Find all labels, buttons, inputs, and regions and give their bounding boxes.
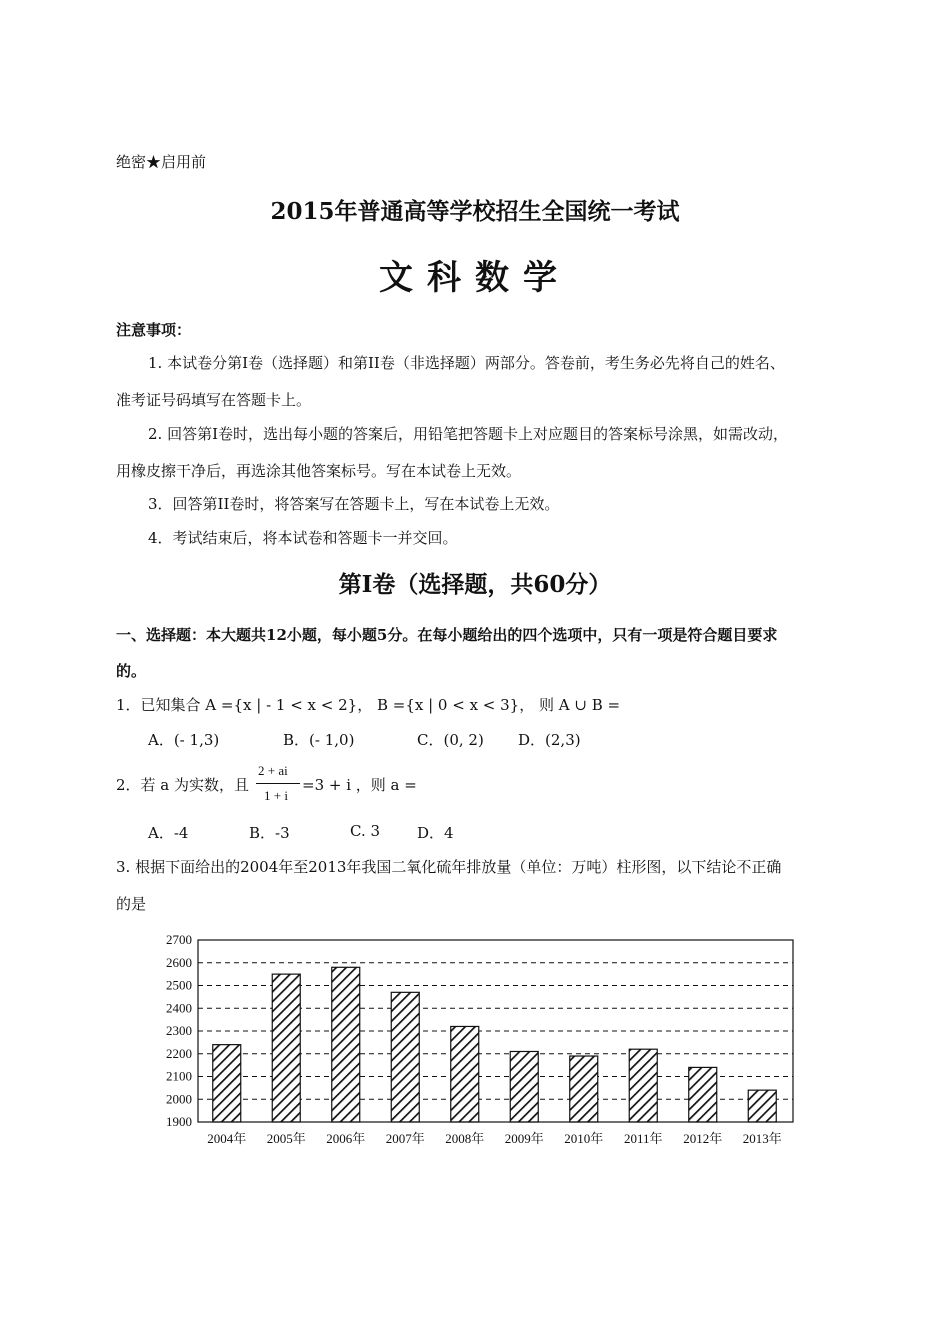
y-tick-label: 2300 xyxy=(166,1023,192,1038)
x-tick-label: 2007年 xyxy=(385,1131,425,1146)
exam-title: 2015年普通高等学校招生全国统一考试 xyxy=(270,198,680,225)
y-tick-label: 2100 xyxy=(166,1068,192,1084)
notice-item-2-line-1: 2. 回答第I卷时，选出每小题的答案后，用铅笔把答题卡上对应题目的答案标号涂黑，如需改动， xyxy=(148,425,789,443)
subject-title: 文科数学 xyxy=(379,258,571,298)
question-1-option-d: D．(2,3) xyxy=(518,731,581,749)
bar-2004年 xyxy=(213,1045,241,1122)
question-1-option-a: A．(- 1,3) xyxy=(148,731,220,749)
bar-2010年 xyxy=(570,1056,598,1122)
y-tick-label: 2600 xyxy=(166,954,192,970)
y-tick-label: 2000 xyxy=(166,1091,192,1107)
x-tick-label: 2012年 xyxy=(683,1131,723,1146)
x-tick-label: 2005年 xyxy=(266,1131,306,1146)
question-2-option-a: A．-4 xyxy=(148,824,189,842)
question-2-fraction-denominator: 1 + i xyxy=(264,788,288,803)
section-instruction-line-2: 的。 xyxy=(116,662,147,680)
bar-2007年 xyxy=(391,992,419,1122)
notice-item-1-line-2: 准考证号码填写在答题卡上。 xyxy=(116,391,312,409)
x-tick-label: 2006年 xyxy=(326,1131,366,1146)
question-2-stem-prefix: 2．若 a 为实数，且 xyxy=(116,776,250,794)
fraction-bar xyxy=(256,783,300,784)
notice-item-2-line-2: 用橡皮擦干净后，再选涂其他答案标号。写在本试卷上无效。 xyxy=(116,462,522,480)
question-2-option-d: D．4 xyxy=(417,824,454,842)
x-tick-label: 2004年 xyxy=(207,1131,247,1146)
y-tick-label: 1900 xyxy=(166,1114,192,1129)
question-2-option-c: C. 3 xyxy=(350,822,381,840)
question-2-fraction-numerator: 2 + ai xyxy=(258,763,288,778)
bar-2005年 xyxy=(272,974,300,1122)
question-1-stem: 1．已知集合 A ={x | - 1 < x < 2}， B ={x | 0 < x < 3}， 则 A ∪ B = xyxy=(116,696,621,714)
x-tick-label: 2008年 xyxy=(445,1131,485,1146)
bar-2006年 xyxy=(332,967,360,1122)
notice-heading: 注意事项： xyxy=(116,321,192,339)
bar-2012年 xyxy=(689,1067,717,1122)
question-1-option-b: B．(- 1,0) xyxy=(283,731,355,749)
y-tick-label: 2700 xyxy=(166,932,192,947)
bar-2009年 xyxy=(510,1051,538,1122)
bar-2011年 xyxy=(629,1049,657,1122)
notice-item-4: 4．考试结束后，将本试卷和答题卡一并交回。 xyxy=(148,529,458,547)
section-title: 第I卷（选择题，共60分） xyxy=(338,571,612,598)
x-tick-label: 2010年 xyxy=(564,1131,604,1146)
question-3-stem-line-2: 的是 xyxy=(116,895,147,913)
x-tick-label: 2009年 xyxy=(504,1131,544,1146)
question-2-stem-suffix: =3 + i ，则 a = xyxy=(302,776,417,794)
notice-item-1-line-1: 1. 本试卷分第I卷（选择题）和第II卷（非选择题）两部分。答卷前，考生务必先将自己的姓名、 xyxy=(148,354,785,372)
bar-2008年 xyxy=(451,1026,479,1122)
y-tick-label: 2500 xyxy=(166,977,192,993)
question-3-stem-line-1: 3. 根据下面给出的2004年至2013年我国二氧化硫年排放量（单位：万吨）柱形图，以下结论不正确 xyxy=(116,858,782,876)
emission-bar-chart xyxy=(150,925,810,1155)
x-tick-label: 2011年 xyxy=(623,1131,663,1146)
notice-item-3: 3．回答第II卷时，将答案写在答题卡上，写在本试卷上无效。 xyxy=(148,495,560,513)
x-tick-label: 2013年 xyxy=(742,1131,782,1146)
y-tick-label: 2200 xyxy=(166,1045,192,1061)
secret-mark: 绝密★启用前 xyxy=(116,153,207,171)
y-tick-label: 2400 xyxy=(166,1000,192,1016)
section-instruction-line-1: 一、选择题：本大题共12小题，每小题5分。在每小题给出的四个选项中，只有一项是符合题目要求 xyxy=(116,626,778,644)
question-1-option-c: C．(0, 2) xyxy=(417,731,484,749)
question-2-option-b: B．-3 xyxy=(249,824,290,842)
bar-2013年 xyxy=(748,1090,776,1122)
